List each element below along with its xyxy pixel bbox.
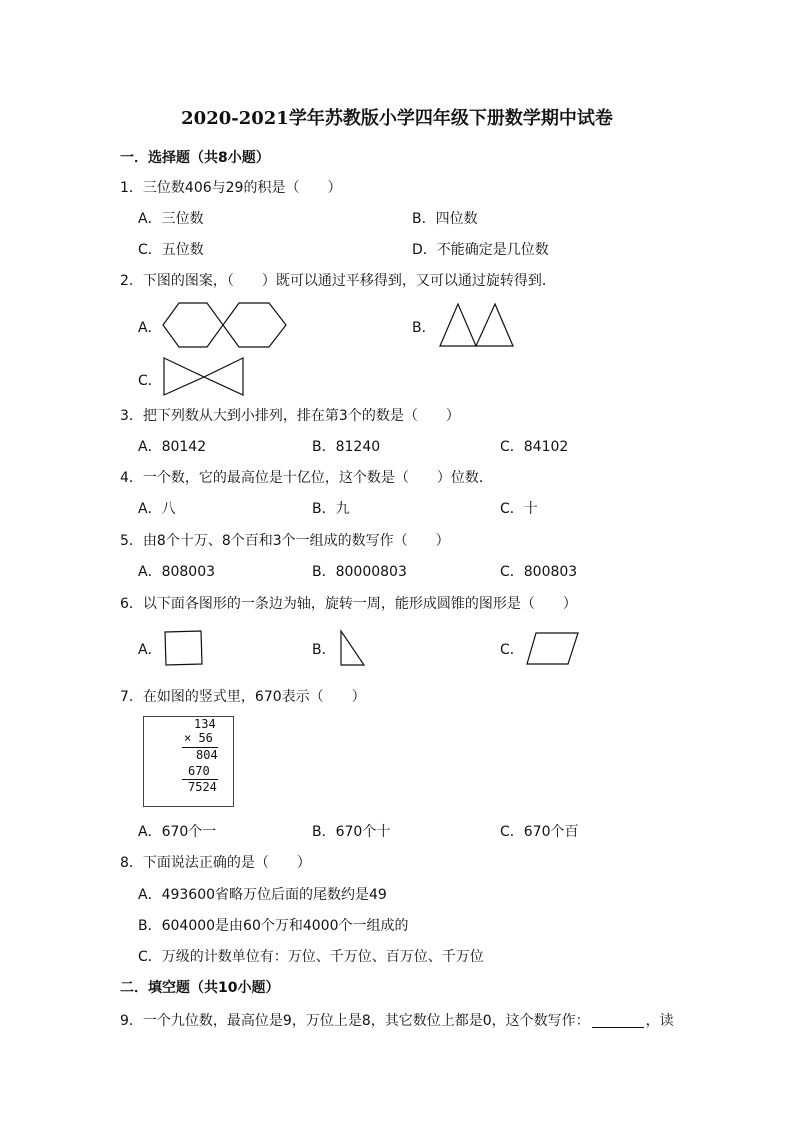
section-choice-heading: 一．选择题（共8小题） xyxy=(120,150,270,166)
q2-two-triangles-figure xyxy=(440,303,514,347)
q2-stem: 2．下图的图案，（ ）既可以通过平移得到，又可以通过旋转得到． xyxy=(120,273,556,289)
q5-option-a[interactable]: A．808003 xyxy=(138,564,216,580)
q1-option-a[interactable]: A．三位数 xyxy=(138,211,204,227)
q4-option-b[interactable]: B．九 xyxy=(312,501,350,517)
q1-option-c[interactable]: C．五位数 xyxy=(138,242,204,258)
q9-answer-blank[interactable] xyxy=(592,1013,644,1028)
q1-stem: 1．三位数406与29的积是（ ） xyxy=(120,180,342,196)
q5-option-b[interactable]: B．80000803 xyxy=(312,564,407,580)
q7-calc-partial-2: 670 xyxy=(188,764,210,778)
q7-option-a[interactable]: A．670个一 xyxy=(138,824,217,840)
q3-option-a[interactable]: A．80142 xyxy=(138,439,207,455)
q1-option-b[interactable]: B．四位数 xyxy=(412,211,478,227)
q3-option-b[interactable]: B．81240 xyxy=(312,439,381,455)
q5-stem: 5．由8个十万、8个百和3个一组成的数写作（ ） xyxy=(120,533,450,549)
q9-stem-line xyxy=(120,1010,674,1030)
q7-stem: 7．在如图的竖式里，670表示（ ） xyxy=(120,689,366,705)
q9-stem: 9．一个九位数，最高位是9，万位上是8，其它数位上都是0，这个数写作： xyxy=(120,1013,590,1029)
q2-option-b[interactable]: B． xyxy=(412,320,436,336)
q7-calc-multiplier: × 56 xyxy=(184,731,213,745)
q5-option-c[interactable]: C．800803 xyxy=(500,564,578,580)
q8-stem: 8．下面说法正确的是（ ） xyxy=(120,855,311,871)
q6-right-triangle-figure xyxy=(339,630,367,666)
q6-option-c[interactable]: C． xyxy=(500,642,524,658)
q2-option-a[interactable]: A． xyxy=(138,320,162,336)
q8-option-c[interactable]: C．万级的计数单位有：万位、千万位、百万位、千万位 xyxy=(138,949,484,965)
q7-vertical-multiplication-box xyxy=(143,716,234,807)
q4-stem: 4．一个数，它的最高位是十亿位，这个数是（ ）位数． xyxy=(120,470,493,486)
exam-title: 2020-2021学年苏教版小学四年级下册数学期中试卷 xyxy=(181,108,613,129)
q4-option-a[interactable]: A．八 xyxy=(138,501,176,517)
q4-option-c[interactable]: C．十 xyxy=(500,501,538,517)
q8-option-b[interactable]: B．604000是由60个万和4000个一组成的 xyxy=(138,918,409,934)
q7-option-b[interactable]: B．670个十 xyxy=(312,824,391,840)
section-fill-heading: 二．填空题（共10小题） xyxy=(120,980,280,996)
q7-calc-multiplicand: 134 xyxy=(194,717,216,731)
q3-stem: 3．把下列数从大到小排列，排在第3个的数是（ ） xyxy=(120,408,460,424)
q7-calc-partial-1: 804 xyxy=(196,748,218,762)
q6-option-b[interactable]: B． xyxy=(312,642,336,658)
q6-square-figure xyxy=(164,630,204,666)
q6-parallelogram-figure xyxy=(526,632,580,666)
q2-two-hexagons-figure xyxy=(163,303,287,347)
q7-calc-result: 7524 xyxy=(188,780,217,794)
q8-option-a[interactable]: A．493600省略万位后面的尾数约是49 xyxy=(138,887,387,903)
q3-option-c[interactable]: C．84102 xyxy=(500,439,569,455)
q9-stem-tail: ，读 xyxy=(645,1013,674,1029)
q6-stem: 6．以下面各图形的一条边为轴，旋转一周，能形成圆锥的图形是（ ） xyxy=(120,596,577,612)
q7-option-c[interactable]: C．670个百 xyxy=(500,824,579,840)
q1-option-d[interactable]: D．不能确定是几位数 xyxy=(412,242,549,258)
q2-bowtie-figure xyxy=(164,358,244,396)
q2-option-c[interactable]: C． xyxy=(138,373,162,389)
q6-option-a[interactable]: A． xyxy=(138,642,162,658)
